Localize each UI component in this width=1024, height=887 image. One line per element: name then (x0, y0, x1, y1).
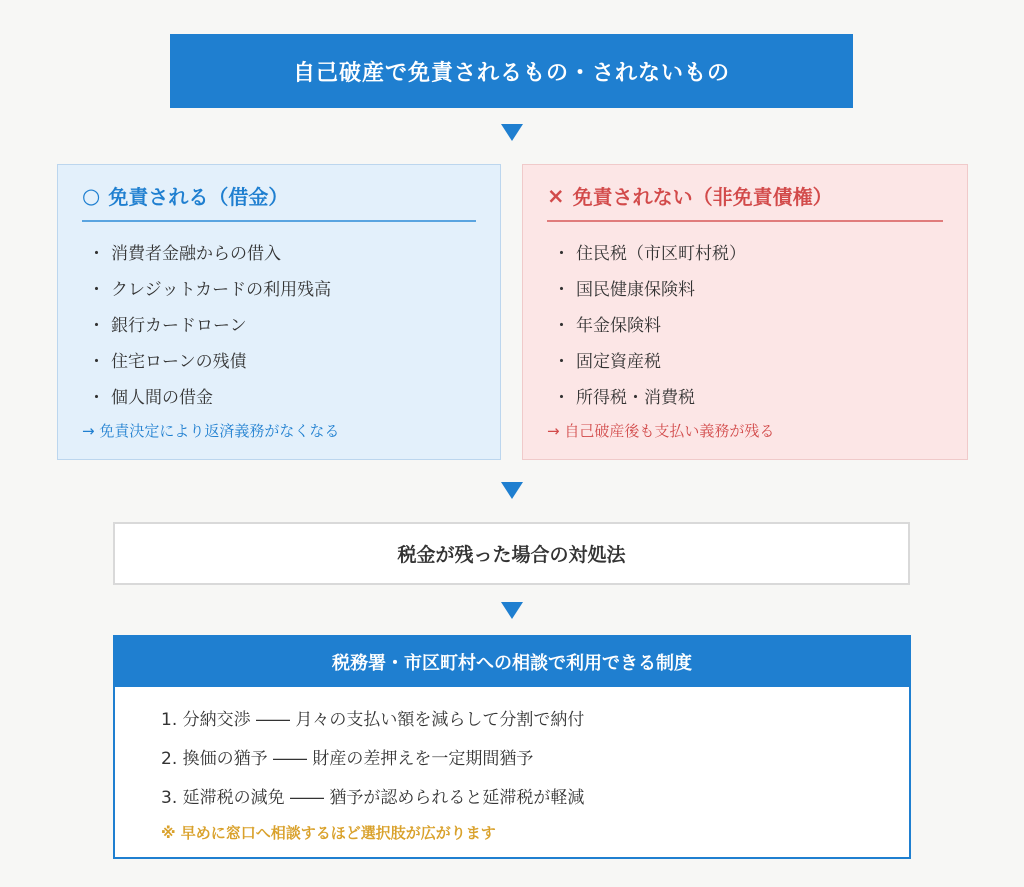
list-item (82, 344, 476, 380)
non-dischargeable-panel (522, 164, 968, 460)
list-item-label: 住民税（市区町村税） (576, 244, 746, 264)
dischargeable-heading-label: 免責される（借金） (108, 185, 289, 209)
bullet-icon: ・ (553, 316, 570, 336)
down-arrow-icon (501, 482, 523, 499)
tax-handling-box: 税金が残った場合の対処法 (113, 522, 910, 585)
list-item (547, 380, 943, 416)
list-item (82, 236, 476, 272)
list-item (547, 344, 943, 380)
circle-icon: ○ (82, 183, 101, 208)
systems-note: ※ 早めに窓口へ相談するほど選択肢が広がります (161, 824, 496, 842)
list-item (547, 308, 943, 344)
bullet-icon: ・ (553, 388, 570, 408)
list-item-label: 所得税・消費税 (576, 388, 695, 408)
list-item (82, 308, 476, 344)
list-item (547, 272, 943, 308)
list-item-label: 年金保険料 (576, 316, 661, 336)
step-item: 3. 延滞税の減免 ―― 猶予が認められると延滞税が軽減 (161, 788, 585, 808)
systems-heading: 税務署・市区町村への相談で利用できる制度 (115, 637, 909, 687)
dischargeable-panel (57, 164, 501, 460)
bullet-icon: ・ (88, 316, 105, 336)
cross-icon: × (547, 183, 565, 208)
list-item (82, 380, 476, 416)
bullet-icon: ・ (553, 352, 570, 372)
list-item-label: 消費者金融からの借入 (111, 244, 281, 264)
step-item: 2. 換価の猶予 ―― 財産の差押えを一定期間猶予 (161, 749, 534, 769)
bullet-icon: ・ (88, 352, 105, 372)
bullet-icon: ・ (553, 244, 570, 264)
non-dischargeable-heading-label: 免責されない（非免責債権） (572, 185, 833, 209)
non-dischargeable-note: → 自己破産後も支払い義務が残る (547, 422, 775, 440)
list-item-label: クレジットカードの利用残高 (111, 280, 332, 300)
list-item-label: 住宅ローンの残債 (111, 352, 247, 372)
non-dischargeable-heading (547, 179, 943, 222)
down-arrow-icon (501, 602, 523, 619)
bullet-icon: ・ (88, 280, 105, 300)
down-arrow-icon (501, 124, 523, 141)
list-item-label: 固定資産税 (576, 352, 661, 372)
diagram-title: 自己破産で免責されるもの・されないもの (170, 34, 853, 108)
list-item (547, 236, 943, 272)
step-item: 1. 分納交渉 ―― 月々の支払い額を減らして分割で納付 (161, 710, 585, 730)
bullet-icon: ・ (88, 244, 105, 264)
list-item-label: 国民健康保険料 (576, 280, 695, 300)
systems-steps (115, 687, 909, 843)
dischargeable-heading (82, 179, 476, 222)
bullet-icon: ・ (553, 280, 570, 300)
dischargeable-note: → 免責決定により返済義務がなくなる (82, 422, 340, 440)
bullet-icon: ・ (88, 388, 105, 408)
list-item-label: 個人間の借金 (111, 388, 213, 408)
list-item (82, 272, 476, 308)
systems-box (113, 635, 911, 859)
list-item-label: 銀行カードローン (111, 316, 247, 336)
